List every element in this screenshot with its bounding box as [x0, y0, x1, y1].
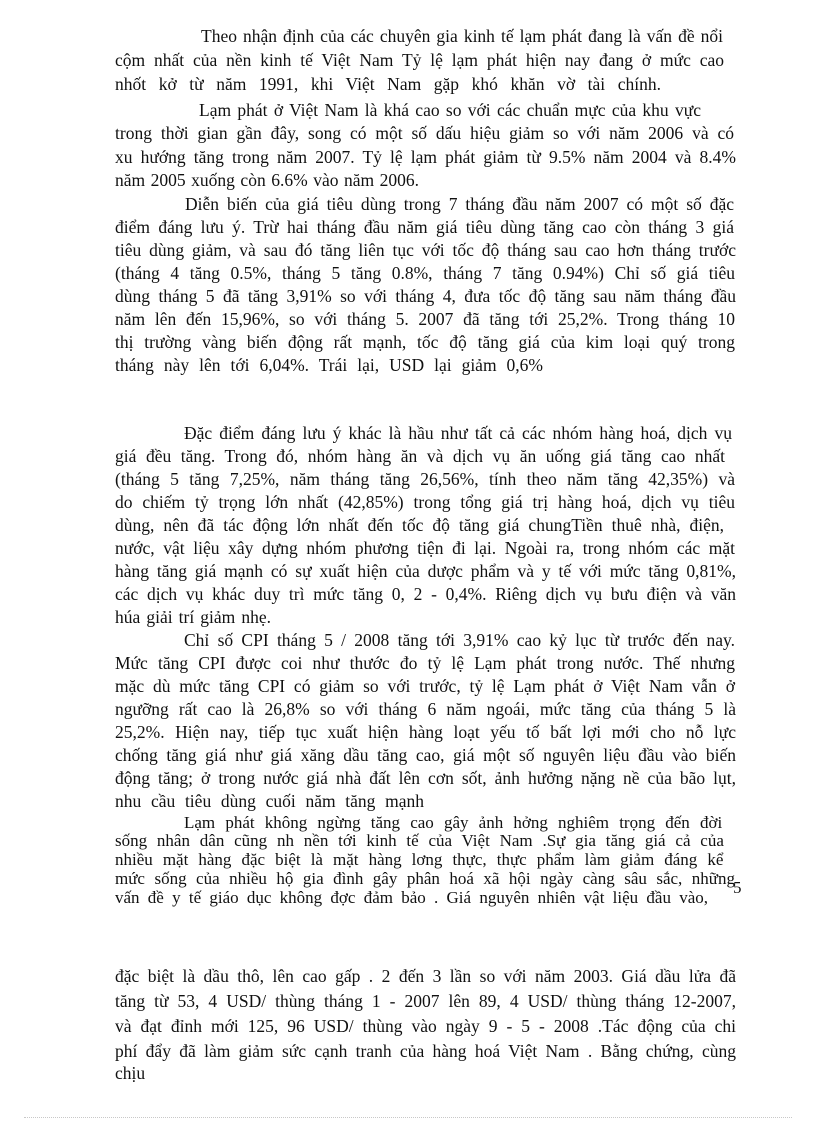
- text-line: Diễn biến của giá tiêu dùng trong 7 tháng đầu năm 2007 có một số đặc: [185, 194, 734, 214]
- text-line: Lạm phát không ngừng tăng cao gây ảnh hởng nghiêm trọng đến đời: [184, 813, 723, 832]
- text-line: tiêu dùng giảm, và sau đó tăng liên tục với tốc độ tháng sau cao hơn tháng trước: [115, 240, 736, 260]
- text-line: húa giải trí giảm nhẹ.: [115, 607, 271, 627]
- text-line: mức sống của nhiều hộ gia đình gây phân hoá xã hội ngày càng sâu sắc, những: [115, 869, 735, 888]
- text-line: thị trường vàng biến động rất mạnh, tốc độ tăng giá của kim loại quý trong: [115, 332, 735, 352]
- text-line: nước, vật liệu xây dựng nhóm phương tiện đi lại. Ngoài ra, trong nhóm các mặt: [115, 538, 735, 558]
- text-line: và đạt đỉnh mới 125, 96 USD/ thùng vào ngày 9 - 5 - 2008 .Tác động của chi: [115, 1016, 736, 1036]
- text-line: cộm nhất của nền kinh tế Việt Nam Tỷ lệ lạm phát hiện nay đang ở mức cao: [115, 50, 724, 70]
- text-line: xu hướng tăng trong năm 2007. Tỷ lệ lạm phát giảm từ 9.5% năm 2004 và 8.4%: [115, 147, 736, 167]
- text-line: đặc biệt là dầu thô, lên cao gấp . 2 đến 3 lần so với năm 2003. Giá dầu lửa đã: [115, 966, 736, 986]
- text-line: các dịch vụ khác duy trì mức tăng 0, 2 - 0,4%. Riêng dịch vụ bưu điện và văn: [115, 584, 736, 604]
- text-line: trong thời gian gần đây, song có một số dấu hiệu giảm so với năm 2006 và có: [115, 123, 734, 143]
- text-line: Theo nhận định của các chuyên gia kinh tế lạm phát đang là vấn đề nổi: [201, 26, 723, 46]
- text-line: điểm đáng lưu ý. Trừ hai tháng đầu năm giá tiêu dùng tăng cao còn tháng 3 giá: [115, 217, 734, 237]
- text-line: động tăng; ở trong nước giá nhà đất lên cơn sốt, ảnh hưởng nặng nề của bão lụt,: [115, 768, 736, 788]
- text-line: chịu: [115, 1063, 146, 1083]
- text-line: Đặc điểm đáng lưu ý khác là hầu như tất cả các nhóm hàng hoá, dịch vụ: [184, 423, 732, 443]
- text-line: do chiếm tỷ trọng lớn nhất (42,85%) trong tổng giá trị hàng hoá, dịch vụ tiêu: [115, 492, 735, 512]
- text-line: nhiều mặt hàng đặc biệt là mặt hàng lơng thực, thực phẩm làm giảm đáng kể: [115, 850, 724, 869]
- text-line: Mức tăng CPI được coi như thước đo tỷ lệ Lạm phát trong nước. Thế nhưng: [115, 653, 735, 673]
- text-line: vấn đề y tế giáo dục không đợc đảm bảo . Giá nguyên nhiên vật liệu đầu vào,: [115, 888, 708, 907]
- text-line: (tháng 5 tăng 7,25%, năm tháng tăng 26,56%, tính theo năm tăng 42,35%) và: [115, 469, 735, 489]
- text-line: sống nhân dân cũng nh nền tới kinh tế của Việt Nam .Sự gia tăng giá cả của: [115, 831, 724, 850]
- text-line: dùng tháng 5 đã tăng 3,91% so với tháng 4, đưa tốc độ tăng sau năm tháng đầu: [115, 286, 736, 306]
- text-line: năm lên đến 15,96%, so với tháng 5. 2007 đã tăng tới 25,2%. Trong tháng 10: [115, 309, 735, 329]
- text-line: ngưỡng rất cao là 26,8% so với tháng 6 năm ngoái, mức tăng của tháng 5 là: [115, 699, 736, 719]
- text-line: năm 2005 xuống còn 6.6% vào năm 2006.: [115, 170, 419, 190]
- page-number: 5: [733, 878, 742, 897]
- text-line: phí đẩy đã làm giảm sức cạnh tranh của hàng hoá Việt Nam . Bằng chứng, cùng: [115, 1041, 736, 1061]
- text-line: chống tăng giá như giá xăng dầu tăng cao, giá một số nguyên liệu đầu vào biến: [115, 745, 736, 765]
- text-line: nhu cầu tiêu dùng cuối năm tăng mạnh: [115, 791, 424, 811]
- text-line: Chỉ số CPI tháng 5 / 2008 tăng tới 3,91% cao kỷ lục từ trước đến nay.: [184, 630, 735, 650]
- page-divider: [24, 1117, 792, 1118]
- text-line: mặc dù mức tăng CPI có giảm so với trước, tỷ lệ Lạm phát ở Việt Nam vẫn ở: [115, 676, 735, 696]
- text-line: nhốt kở từ năm 1991, khi Việt Nam gặp khó khăn vờ tài chính.: [115, 74, 661, 94]
- text-line: giá đều tăng. Trong đó, nhóm hàng ăn và dịch vụ ăn uống giá tăng cao nhất: [115, 446, 725, 466]
- text-line: 25,2%. Hiện nay, tiếp tục xuất hiện hàng loạt yếu tố bất lợi mới cho nỗ lực: [115, 722, 736, 742]
- text-line: tháng này lên tới 6,04%. Trái lại, USD lại giảm 0,6%: [115, 355, 543, 375]
- text-line: (tháng 4 tăng 0.5%, tháng 5 tăng 0.8%, tháng 7 tăng 0.94%) Chỉ số giá tiêu: [115, 263, 735, 283]
- text-line: dùng, nên đã tác động lớn nhất đến tốc độ tăng giá chungTiền thuê nhà, điện,: [115, 515, 724, 535]
- text-line: tăng từ 53, 4 USD/ thùng tháng 1 - 2007 lên 89, 4 USD/ thùng tháng 12-2007,: [115, 991, 736, 1011]
- text-line: Lạm phát ở Việt Nam là khá cao so với các chuẩn mực của khu vực: [199, 100, 701, 120]
- text-line: hàng tăng giá mạnh có sự xuất hiện của dược phẩm và y tế với mức tăng 0,81%,: [115, 561, 736, 581]
